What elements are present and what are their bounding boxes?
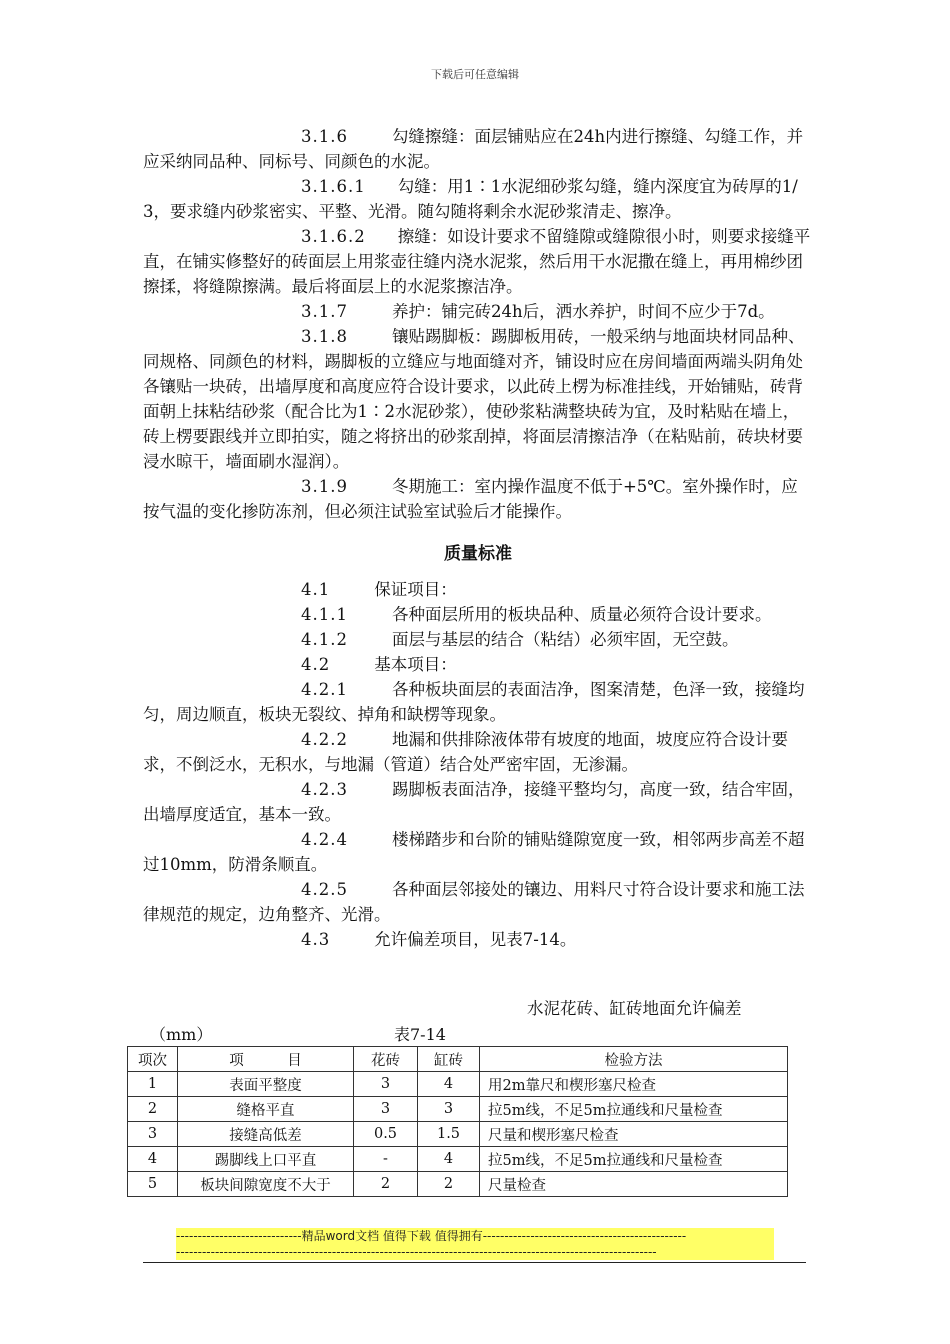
- clause-number: 4.1: [301, 580, 331, 599]
- clause-text: 踢脚板表面洁净，接缝平整均匀，高度一致，结合牢固，出墙厚度适宜，基本一致。: [143, 780, 805, 824]
- clause-text: 冬期施工：室内操作温度不低于+5℃。室外操作时，应按气温的变化掺防冻剂，但必须注试验室试验后才能操作。: [143, 477, 798, 521]
- clause-number: 3.1.9: [301, 477, 348, 496]
- document-body: [143, 124, 813, 952]
- row-flower-tile: 0.5: [354, 1122, 418, 1147]
- clause-number: 4.3: [301, 930, 331, 949]
- footer-rule: [143, 1262, 806, 1263]
- paragraph: [143, 877, 813, 927]
- clause-number: 4.1.1: [301, 605, 348, 624]
- footer-line-1: -----------------------------精品word文档 值得下载 值得拥有-----------------------------------------------: [176, 1229, 687, 1243]
- clause-number: 4.2: [301, 655, 331, 674]
- row-index: 2: [128, 1097, 178, 1122]
- paragraph: [143, 677, 813, 727]
- paragraph: [143, 652, 813, 677]
- row-index: 1: [128, 1072, 178, 1097]
- table-row: [128, 1097, 788, 1122]
- paragraph: [143, 777, 813, 827]
- row-method: 尺量和楔形塞尺检查: [480, 1122, 788, 1147]
- row-index: 5: [128, 1172, 178, 1197]
- row-clinker-tile: 1.5: [418, 1122, 480, 1147]
- paragraph: [143, 299, 813, 324]
- clause-number: 4.2.3: [301, 780, 348, 799]
- page-header: 下载后可任意编辑: [431, 68, 519, 81]
- paragraph: [143, 602, 813, 627]
- quality-paragraphs: [143, 577, 813, 952]
- row-clinker-tile: 2: [418, 1172, 480, 1197]
- table-label: 表7-14: [394, 1025, 446, 1044]
- clause-number: 4.2.4: [301, 830, 348, 849]
- row-clinker-tile: 4: [418, 1072, 480, 1097]
- clause-text: 基本项目：: [374, 655, 457, 674]
- paragraph: [143, 324, 813, 474]
- clause-number: 3.1.8: [301, 327, 348, 346]
- paragraph: [143, 827, 813, 877]
- row-item: 踢脚线上口平直: [178, 1147, 354, 1172]
- row-item: 接缝高低差: [178, 1122, 354, 1147]
- row-flower-tile: 2: [354, 1172, 418, 1197]
- header-flower-tile: 花砖: [354, 1047, 418, 1072]
- header-clinker-tile: 缸砖: [418, 1047, 480, 1072]
- table-unit: （mm）: [150, 1025, 213, 1044]
- clause-text: 镶贴踢脚板：踢脚板用砖，一般采纳与地面块材同品种、同规格、同颜色的材料，踢脚板的立缝应与地面缝对齐，铺设时应在房间墙面两端头阴角处各镶贴一块砖，出墙厚度和高度应符合设计要求，以此砖上楞为标准挂线，开始铺贴，砖背面朝上抹粘结砂浆（配合比为1∶2水泥砂浆），使砂浆粘满整块砖为宜，及时粘贴在墙上，砖上楞要跟线并立即拍实，随之将挤出的砂浆刮掉，将面层清擦洁净（在粘贴前，砖块材要浸水晾干，墙面刷水湿润）。: [143, 327, 805, 471]
- paragraph: [143, 174, 813, 224]
- clause-text: 各种面层邻接处的镶边、用料尺寸符合设计要求和施工法律规范的规定，边角整齐、光滑。: [143, 880, 805, 924]
- row-method: 用2m靠尺和楔形塞尺检查: [480, 1072, 788, 1097]
- table-row: [128, 1122, 788, 1147]
- paragraph: [143, 124, 813, 174]
- paragraph: [143, 577, 813, 602]
- table-header-row: [128, 1047, 788, 1072]
- table-row: [128, 1072, 788, 1097]
- clause-text: 各种面层所用的板块品种、质量必须符合设计要求。: [391, 605, 772, 624]
- row-method: 尺量检查: [480, 1172, 788, 1197]
- clause-text: 允许偏差项目，见表7-14。: [374, 930, 577, 949]
- clause-number: 3.1.6.1: [301, 177, 366, 196]
- row-clinker-tile: 3: [418, 1097, 480, 1122]
- header-method: 检验方法: [480, 1047, 788, 1072]
- clause-number: 4.2.1: [301, 680, 348, 699]
- row-flower-tile: 3: [354, 1097, 418, 1122]
- row-flower-tile: -: [354, 1147, 418, 1172]
- table-row: [128, 1172, 788, 1197]
- clause-text: 擦缝：如设计要求不留缝隙或缝隙很小时，则要求接缝平直，在铺实修整好的砖面层上用浆壶往缝内浇水泥浆，然后用干水泥撒在缝上，再用棉纱团擦揉，将缝隙擦满。最后将面层上的水泥浆擦洁净。: [143, 227, 811, 296]
- clause-number: 3.1.6: [301, 127, 348, 146]
- table-row: [128, 1147, 788, 1172]
- row-method: 拉5m线，不足5m拉通线和尺量检查: [480, 1097, 788, 1122]
- clause-text: 养护：铺完砖24h后，洒水养护，时间不应少于7d。: [391, 302, 775, 321]
- header-index: 项次: [128, 1047, 178, 1072]
- clause-number: 4.2.2: [301, 730, 348, 749]
- paragraph: [143, 727, 813, 777]
- clause-number: 3.1.6.2: [301, 227, 366, 246]
- clause-text: 面层与基层的结合（粘结）必须牢固，无空鼓。: [391, 630, 739, 649]
- paragraph: [143, 627, 813, 652]
- footer-banner: [176, 1228, 774, 1260]
- clause-number: 4.1.2: [301, 630, 348, 649]
- clause-text: 各种板块面层的表面洁净，图案清楚，色泽一致，接缝均匀，周边顺直，板块无裂纹、掉角和缺楞等现象。: [143, 680, 805, 724]
- clause-text: 楼梯踏步和台阶的铺贴缝隙宽度一致，相邻两步高差不超过10mm，防滑条顺直。: [143, 830, 805, 874]
- deviation-table: [127, 1046, 788, 1197]
- footer-line-2: ---------------------------------------------------------------------------------------------------------------: [176, 1245, 657, 1259]
- clause-text: 地漏和供排除液体带有坡度的地面，坡度应符合设计要求，不倒泛水，无积水，与地漏（管道）结合处严密牢固，无渗漏。: [143, 730, 788, 774]
- row-clinker-tile: 4: [418, 1147, 480, 1172]
- row-item: 表面平整度: [178, 1072, 354, 1097]
- paragraph: [143, 474, 813, 524]
- header-item: 项 目: [178, 1047, 354, 1072]
- clause-number: 3.1.7: [301, 302, 348, 321]
- construction-paragraphs: [143, 124, 813, 524]
- row-item: 缝格平直: [178, 1097, 354, 1122]
- row-index: 4: [128, 1147, 178, 1172]
- clause-text: 勾缝：用1∶1水泥细砂浆勾缝，缝内深度宜为砖厚的1/3，要求缝内砂浆密实、平整、光滑。随勾随将剩余水泥砂浆清走、擦净。: [143, 177, 798, 221]
- row-item: 板块间隙宽度不大于: [178, 1172, 354, 1197]
- clause-number: 4.2.5: [301, 880, 348, 899]
- clause-text: 勾缝擦缝：面层铺贴应在24h内进行擦缝、勾缝工作，并应采纳同品种、同标号、同颜色的水泥。: [143, 127, 804, 171]
- row-method: 拉5m线，不足5m拉通线和尺量检查: [480, 1147, 788, 1172]
- row-index: 3: [128, 1122, 178, 1147]
- clause-text: 保证项目：: [374, 580, 457, 599]
- table-caption: 水泥花砖、缸砖地面允许偏差: [527, 999, 742, 1018]
- section-heading: 质量标准: [444, 544, 512, 564]
- paragraph: [143, 927, 813, 952]
- paragraph: [143, 224, 813, 299]
- row-flower-tile: 3: [354, 1072, 418, 1097]
